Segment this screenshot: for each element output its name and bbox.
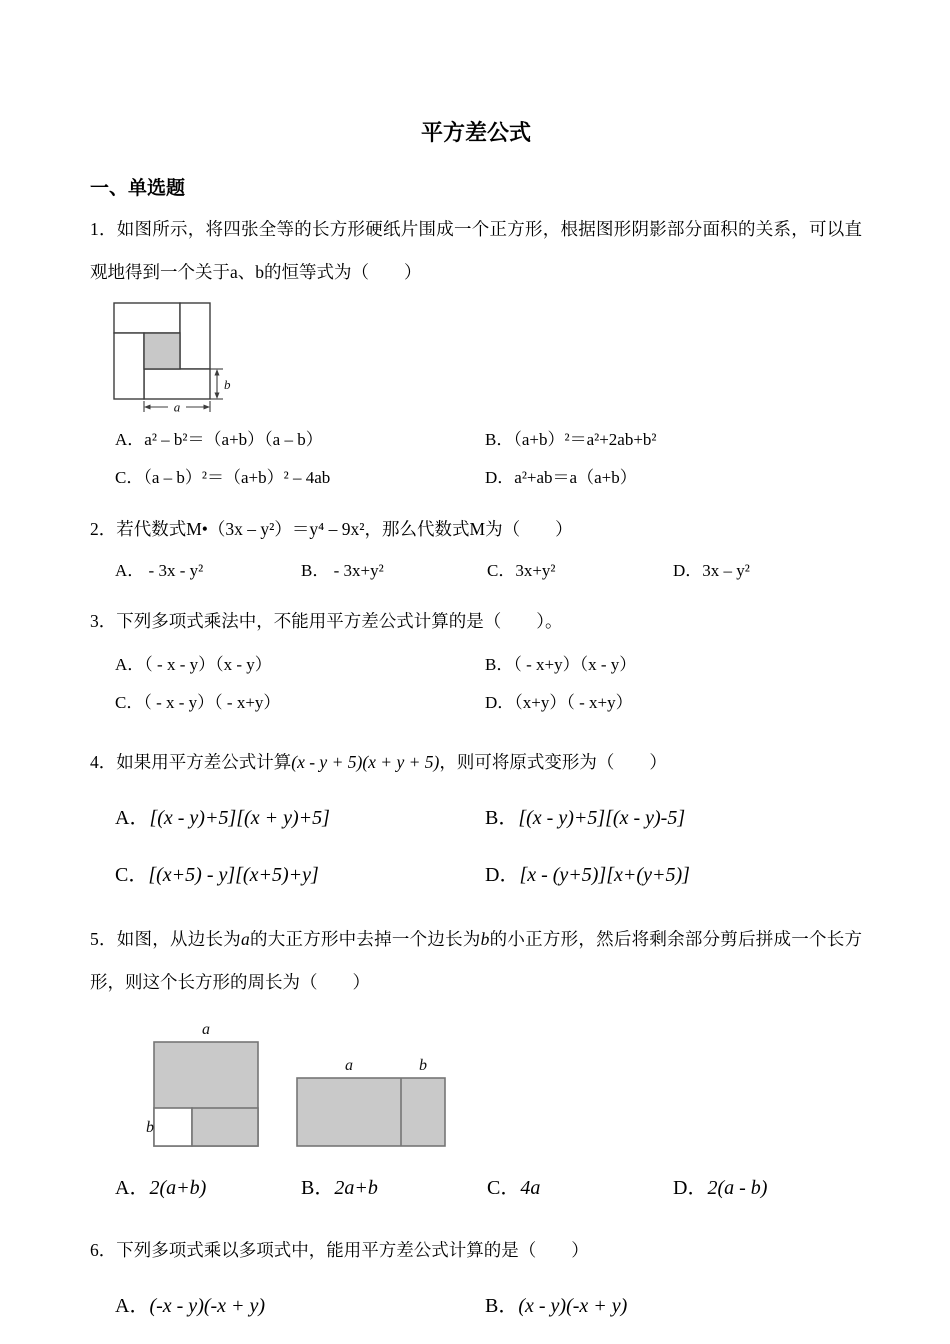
q4-options-row-1 xyxy=(90,804,862,833)
shaded-center-square xyxy=(144,333,180,369)
question-6-text: 下列多项式乘以多项式中，能用平方差公式计算的是（ ） xyxy=(116,1240,589,1261)
q5-options-row xyxy=(90,1174,862,1203)
option-text: a² – b²＝（a+b）（a – b） xyxy=(144,430,323,449)
option-label: C． xyxy=(487,561,516,581)
question-4-text: 如果用平方差公式计算(x - y + 5)(x + y + 5)，则可将原式变形为（ ） xyxy=(116,752,667,773)
option-label: D． xyxy=(485,864,520,887)
question-3-number: 3． xyxy=(90,610,117,631)
page-title: 平方差公式 xyxy=(420,120,531,145)
option-label: B． xyxy=(485,1295,519,1318)
section-heading: 一、单选题 xyxy=(90,178,186,199)
removed-small-square xyxy=(154,1108,192,1146)
q5-option-d xyxy=(673,1174,859,1203)
q5-option-a xyxy=(115,1174,301,1203)
option-label: D． xyxy=(673,1177,708,1200)
figure-q1 xyxy=(113,302,862,416)
option-text: 2(a+b) xyxy=(149,1177,207,1200)
figure-q1-label-b: b xyxy=(224,377,231,392)
question-1-text: 如图所示，将四张全等的长方形硬纸片围成一个正方形，根据图形阴影部分面积的关系，可以直观地得到一个关于a、b的恒等式为（ ） xyxy=(90,219,862,282)
option-text: - 3x+y² xyxy=(329,561,384,581)
question-6 xyxy=(90,1229,862,1272)
question-1 xyxy=(90,208,862,294)
option-text: （ - x - y）（ - x+y） xyxy=(143,692,281,712)
q1-options-row-2 xyxy=(90,466,862,491)
option-text: （a+b）²＝a²+2ab+b² xyxy=(513,430,657,449)
question-2-text: 若代数式M•（3x – y²）＝y⁴ – 9x²，那么代数式M为（ ） xyxy=(116,519,573,540)
q3-option-b xyxy=(485,653,855,678)
option-label: B． xyxy=(485,430,514,449)
option-text: 2(a - b) xyxy=(707,1177,768,1200)
option-text: [x - (y+5)][x+(y+5)] xyxy=(519,864,690,887)
option-label: A． xyxy=(115,430,145,449)
assembled-rectangle xyxy=(297,1078,445,1146)
option-text: (-x - y)(-x + y) xyxy=(149,1295,266,1318)
q6-option-b xyxy=(485,1292,855,1321)
option-text: (x - y)(-x + y) xyxy=(518,1295,628,1318)
q2-option-b xyxy=(301,559,487,584)
option-text: （a – b）²＝（a+b）² – 4ab xyxy=(143,467,331,487)
question-4-number: 4． xyxy=(90,752,117,773)
q4-option-a xyxy=(115,804,485,833)
question-3-text: 下列多项式乘法中，不能用平方差公式计算的是（ ）。 xyxy=(116,610,563,631)
question-5-number: 5． xyxy=(90,929,117,950)
q5-option-c xyxy=(487,1174,673,1203)
option-label: D． xyxy=(485,467,515,487)
option-label: B． xyxy=(485,654,514,674)
option-label: B． xyxy=(485,807,519,830)
option-text: [(x+5) - y][(x+5)+y] xyxy=(148,864,319,887)
q3-option-d xyxy=(485,691,855,716)
figure-q1-svg xyxy=(113,302,241,416)
q5-option-b xyxy=(301,1174,487,1203)
option-text: 2a+b xyxy=(334,1177,378,1200)
option-text: 3x – y² xyxy=(702,561,750,581)
option-text: 4a xyxy=(520,1177,541,1200)
q1-options-row-1 xyxy=(90,428,862,453)
q2-option-c xyxy=(487,559,673,584)
option-text: a²+ab＝a（a+b） xyxy=(514,467,637,487)
question-5 xyxy=(90,918,862,1004)
q4-option-b xyxy=(485,804,855,833)
option-label: A． xyxy=(115,654,145,674)
figure-q5-rect-label-b: b xyxy=(419,1057,427,1075)
option-label: A． xyxy=(115,1177,150,1200)
question-2-number: 2． xyxy=(90,519,117,540)
q2-option-d xyxy=(673,559,859,584)
question-5-text: 如图，从边长为a的大正方形中去掉一个边长为b的小正方形，然后将剩余部分剪后拼成一个长方形，则这个长方形的周长为（ ） xyxy=(90,929,863,993)
q3-options-row-1 xyxy=(90,653,862,678)
figure-q5-label-b: b xyxy=(146,1119,154,1137)
q1-option-a xyxy=(115,428,485,453)
figure-q5 xyxy=(145,1020,862,1152)
q4-options-row-2 xyxy=(90,861,862,890)
q6-options-row xyxy=(90,1292,862,1321)
option-label: D． xyxy=(673,561,703,581)
option-label: B． xyxy=(301,1177,335,1200)
figure-q5-rect-label-a: a xyxy=(345,1057,353,1075)
q1-option-d xyxy=(485,466,855,491)
q3-option-c xyxy=(115,691,485,716)
q2-option-a xyxy=(115,559,301,584)
q4-option-c xyxy=(115,861,485,890)
option-text: （ - x - y）（x - y） xyxy=(144,654,272,674)
option-label: A． xyxy=(115,807,150,830)
option-label: C． xyxy=(115,864,149,887)
q3-option-a xyxy=(115,653,485,678)
option-label: C． xyxy=(115,467,144,487)
figure-q1-label-a: a xyxy=(173,399,181,415)
figure-q5-svg xyxy=(145,1020,485,1152)
question-1-number: 1． xyxy=(90,219,117,239)
q1-option-b xyxy=(485,428,855,453)
option-text: [(x - y)+5][(x + y)+5] xyxy=(149,807,330,830)
option-label: A． xyxy=(115,561,145,581)
q1-option-c xyxy=(115,466,485,491)
q2-options-row xyxy=(90,559,862,584)
question-2 xyxy=(90,508,862,551)
q6-option-a xyxy=(115,1292,485,1321)
option-label: D． xyxy=(485,692,515,712)
question-3 xyxy=(90,600,862,643)
option-label: C． xyxy=(115,692,144,712)
option-label: C． xyxy=(487,1177,521,1200)
q4-option-d xyxy=(485,861,855,890)
option-text: [(x - y)+5][(x - y)-5] xyxy=(518,807,686,830)
option-text: - 3x - y² xyxy=(144,561,204,581)
figure-q5-label-a: a xyxy=(202,1021,210,1039)
option-text: （x+y）（ - x+y） xyxy=(514,692,633,712)
option-text: 3x+y² xyxy=(515,561,556,581)
question-6-number: 6． xyxy=(90,1240,117,1261)
option-text: （ - x+y）（x - y） xyxy=(513,654,637,674)
question-4 xyxy=(90,741,862,784)
option-label: B． xyxy=(301,561,330,581)
option-label: A． xyxy=(115,1295,150,1318)
q3-options-row-2 xyxy=(90,691,862,716)
